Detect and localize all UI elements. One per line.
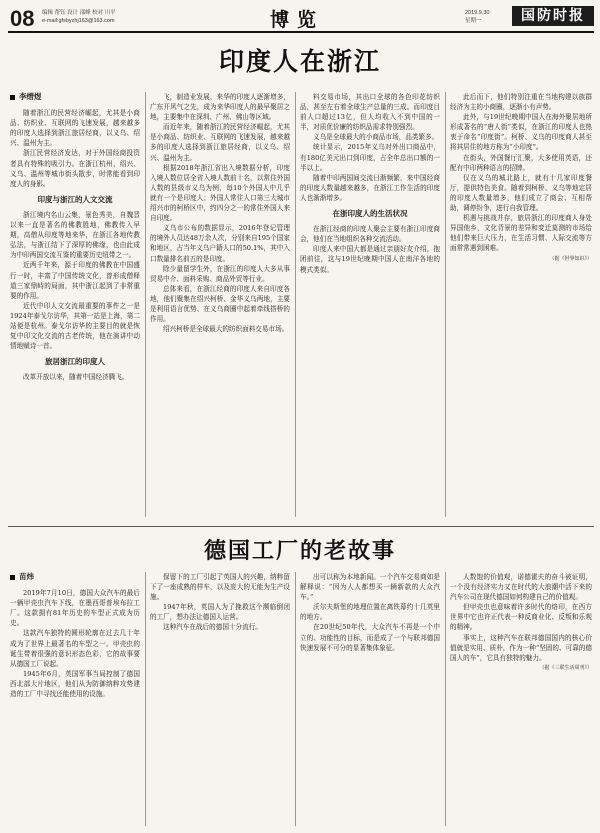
- newspaper-logo: 国防时报: [512, 6, 594, 26]
- article1-headline: 印度人在浙江: [218, 47, 381, 76]
- article1-source: （据《世界知识》）: [549, 255, 592, 262]
- paragraph: 统计显示，2015年义乌对外出口商品中，有180亿美元出口到印度，占全年总出口额的一半以上。: [300, 143, 440, 172]
- header-date: [465, 9, 489, 25]
- square-icon: [10, 95, 15, 100]
- paragraph: 这款汽车独特的圆形轮廓在过去几十年成为了世界上最著名的车型之一。甲壳虫的诞生带着很强的意识形态色彩，它的故事要从德国工厂说起。: [10, 629, 140, 668]
- paragraph: 义乌是全球最大的小商品市场，品类繁多。: [313, 133, 439, 142]
- paragraph: 在街头，外国餐厅汇聚，大多使用英语，还配有中印两种语言的招牌。: [450, 153, 592, 172]
- paragraph: 此外，与19世纪晚期中国人在海外聚居地所形成著名的“唐人街”类似，在浙江的印度人也热衷于命名“印度街”。柯桥、义乌的印度商人甚至将其居住的地方称为“小印度”。: [450, 113, 592, 152]
- column-divider: [295, 572, 296, 826]
- article2-col1: [10, 572, 140, 828]
- paragraph: 浙江民营经济发达，对于外国经商投资者具有特殊的吸引力。在浙江杭州、绍兴、义乌、温州等城市街头散步，时常能看到印度人的身影。: [10, 149, 140, 188]
- paragraph: 近代中印人文交流最重要的事件之一是1924年泰戈尔访华，其第一站是上海，第二站便是杭州。泰戈尔访华的主要目的就是恢复中印文化交流的古老传统，他在演讲中动情地赋诗一首。: [10, 301, 140, 351]
- column-divider: [295, 92, 296, 517]
- article2-source: （据《三联生活周刊》）: [539, 664, 592, 671]
- paragraph: 随着中印两国间交流日渐频繁，来中国经商的印度人数量越来越多，在浙江工作生活的印度人也渐渐增多。: [300, 173, 440, 202]
- paragraph: 绍兴柯桥是全球最大的纺织面料交易市场。: [163, 325, 289, 334]
- paragraph: 2019年7月10日，德国大众汽车的最后一辆甲壳虫汽车下线，在墨西哥普埃布拉工厂。这款拥有81年历史的车型正式成为历史。: [10, 589, 140, 628]
- square-icon: [10, 575, 15, 580]
- paragraph: 这种汽车在战后的德国十分流行。: [163, 623, 262, 632]
- subhead-residents: 旅居浙江的印度人: [45, 357, 105, 367]
- article1-col4: [450, 92, 592, 522]
- article1-col3: [300, 92, 440, 522]
- paragraph: 总体来看，在浙江经商的印度人来自印度各地，他们聚集在绍兴柯桥、金华义乌两地，主要是利用语言优势、在义乌商圈中起着牵线搭桥的作用。: [150, 284, 290, 324]
- article2-col3: [300, 572, 440, 828]
- header-rule: [8, 31, 594, 33]
- article1-col2: [150, 92, 290, 522]
- paragraph: 机遇与挑战并存，旅居浙江的印度商人身处异国他乡，文化背景的差异和变迁莫测的市场给他们带来巨大压力，在生活习惯、人际交流等方面常常遇到困难。: [450, 214, 592, 253]
- paragraph: 印度人来中国大都是通过亲朋好友介绍，抱团前往，这与19世纪晚期中国人在南洋各地的模式类似。: [300, 245, 440, 274]
- article1-col1: [10, 92, 140, 522]
- paragraph: 人数饱的价值观，诺德霍夫的奋斗被证明，一个没有经济实力又在时代的大浪潮中活下来的汽车公司在现代德国如何构建自己的价值观。: [450, 573, 592, 602]
- paragraph: 在浙江经商的印度人聚会主要有浙江印度商会，他们在当地组织各种交流活动。: [300, 225, 440, 244]
- paragraph: 根据2018年浙江省出入境数据分析，印度入境人数位居全省入境人数前十名，以常住外国人数的县级市义乌为例，每10个外国人中几乎就有一个是印度人；外国人常住人口第三大城市绍兴市的柯桥区中，约四分之一的常住外国人来自印度。: [150, 163, 290, 223]
- paragraph: 1945年6月，英国军事当局控制了德国西北部大片地区，他们从为防御纳粹攻势建造的工厂中寻找还能使用的设施。: [10, 669, 140, 699]
- column-divider: [145, 572, 146, 826]
- paragraph: 浙江境内名山云集，景色秀美，自魏晋以来一直是著名的佛教胜地，佛教传入早期，高僧从印度等地来华，在浙江各地传教弘法，与浙江结下了深厚的佛缘，也由此成为中印两国交流互鉴的重要历史纽带之一。: [10, 210, 140, 260]
- section-title: 博览: [270, 9, 325, 31]
- column-divider: [445, 92, 446, 517]
- paragraph: 近两千年来，源于印度的佛教在中国盛行一时，丰富了中国传统文化，曾形成僧释道三家鼎峙的局面，其中浙江起到了非常重要的作用。: [10, 261, 140, 300]
- column-divider: [145, 92, 146, 517]
- paragraph: 飞，制造业发展，来华的印度人逐渐增多，广东开风气之先，成为来华印度人的最早聚居之地，主要集中在深圳、广州、佛山等区域。: [150, 93, 290, 122]
- date-line: 2019.9.30: [465, 10, 490, 16]
- article2-author: 苗炜: [19, 572, 34, 581]
- article-separator: [8, 526, 594, 527]
- paragraph: 事实上，这种汽车在联邦德国国内的核心价值就是实用、质朴，作为一种“坚固的、可靠的德国人的车”，它具有独特的魅力。: [450, 633, 592, 662]
- paragraph: 1947年秋，英国人为了挽救这个濒临倒闭的工厂，想办法让德国人运营。: [150, 603, 290, 622]
- paragraph: 仅在义乌的城北路上，就有十几家印度餐厅，提供特色美食。随着到柯桥、义乌等地定居的印度人数量增多，他们成立了商会、互相帮助，调停纷争，进行自我管理。: [450, 173, 592, 213]
- page-number: 08: [10, 6, 35, 31]
- article2-col2: [150, 572, 290, 828]
- weekday-line: 星期一: [465, 18, 482, 24]
- subhead-living: 在浙印度人的生活状况: [332, 209, 408, 219]
- article2-headline: 德国工厂的老故事: [203, 539, 396, 564]
- paragraph: 料交易市场，其出口全球的各色印花纺织品，甚至左右着全球生产总量的三成。而印度目前人口超过13亿，但人均收入不到中国的一半，对质优价廉的纺织品需求特别强烈。: [300, 93, 440, 132]
- subhead-exchange: 印度与浙江的人文交流: [37, 194, 113, 204]
- column-divider: [445, 572, 446, 826]
- paragraph: 但甲壳虫也意味着许多时代的烙印，在西方世界中它也许正代表一种反商业化、反叛和乐观的精神。: [450, 603, 592, 632]
- email-line: e-mail:gfsbyzhj163@163.com: [42, 18, 115, 24]
- paragraph: 在20世纪50年代，大众汽车不再是一个中立的、功能性的目标，而是成了一个与联邦德国快速发展不可分的显著集体象征。: [300, 623, 440, 652]
- article2-byline: [10, 572, 140, 582]
- paragraph: 除少量留学生外，在浙江的印度人大多从事贸易中介、面料采购、商品外贸等行业。: [150, 264, 290, 283]
- paragraph: 改革开放以来，随着中国经济腾飞。: [23, 373, 129, 382]
- paragraph: 出可以称为本地新闻。一个汽车交易商如是解释说：“因为人人都想买一辆新款的大众汽车。”: [300, 573, 440, 602]
- article1-byline: [10, 92, 140, 102]
- editors-line: 编辑 帮钰 设计 邵峰 校对 川平: [42, 10, 116, 16]
- paragraph: 保留下的工厂引起了英国人的兴趣，纳粹留下了一座成熟的样车，以及庞大的无能为生产设施。: [150, 573, 290, 602]
- paragraph: 而近年来，随着浙江的民营经济崛起，尤其是小商品、纺织业、互联网的飞速发展，越来越多的印度人选择到浙江旅居经商，以义乌、绍兴、温州为主。: [150, 123, 290, 162]
- article2-col4: [450, 572, 592, 828]
- paragraph: 随着浙江的民营经济崛起，尤其是小商品、纺织业、互联网的飞速发展，越来越多的印度人选择到浙江旅居经商，以义乌、绍兴、温州为主。: [10, 109, 140, 148]
- header-meta: [42, 9, 116, 25]
- paragraph: 沃尔夫斯堡的地理位置在离铁幕约十几英里的地方。: [300, 603, 440, 622]
- paragraph: 义乌市公布的数据显示，2016年登记管理的境外人员达48万余人次，分别来自195个国家和地区，占当年义乌户籍人口的50.1%，其中入口数量排名前五的是印度。: [150, 224, 290, 263]
- article1-author: 李缙煜: [19, 92, 42, 101]
- paragraph: 此后而下，他们特别注重在当地构建以族群经济为主的小商圈，逐渐小有声势。: [450, 93, 592, 112]
